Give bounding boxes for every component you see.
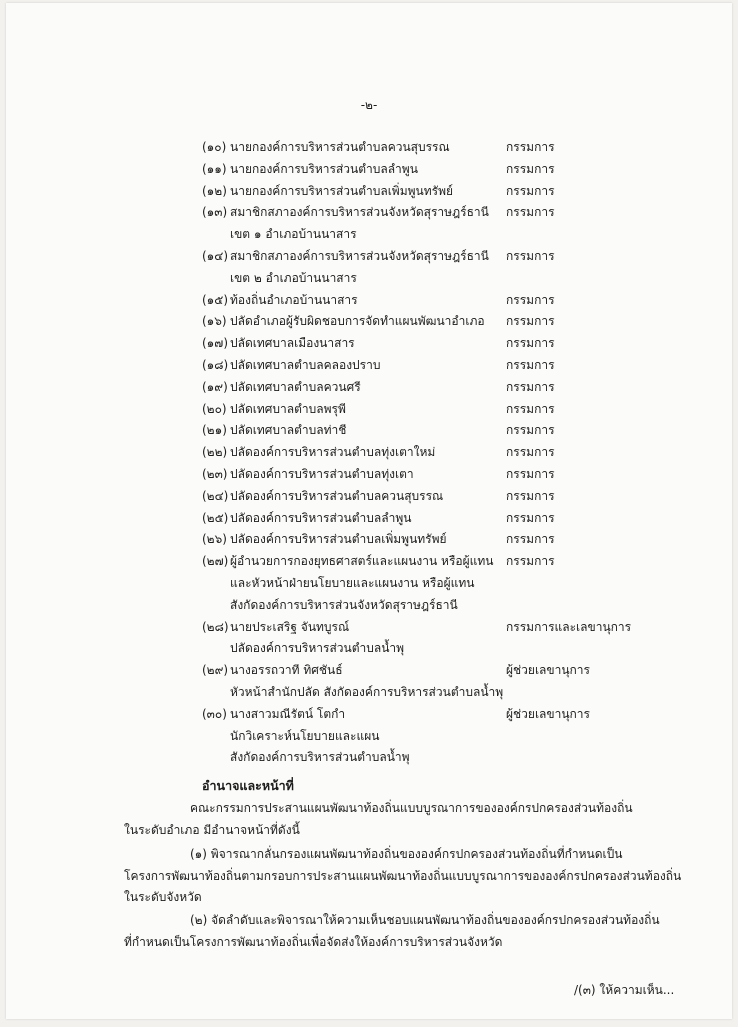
member-number: (๒๒) (202, 445, 228, 460)
member-title: ปลัดเทศบาลตำบลท่าชี (230, 423, 347, 438)
member-title-continuation: ปลัดองค์การบริหารส่วนตำบลน้ำพุ (230, 641, 405, 656)
committee-member (6, 311, 732, 333)
paragraph-line: (๑) พิจารณากลั่นกรองแผนพัฒนาท้องถิ่นขององค์กรปกครองส่วนท้องถิ่นที่กำหนดเป็น (190, 847, 623, 861)
member-role: กรรมการ (506, 423, 555, 438)
member-role: กรรมการ (506, 161, 555, 176)
member-number: (๑๔) (202, 248, 229, 263)
member-number: (๒๕) (202, 510, 229, 525)
member-title: นายประเสริฐ จันทบูรณ์ (230, 619, 350, 634)
member-title: ปลัดเทศบาลเมืองนาสาร (230, 336, 355, 351)
committee-member (6, 529, 732, 551)
member-number: (๓๐) (202, 706, 227, 721)
committee-member (6, 159, 732, 181)
member-role: กรรมการ (506, 466, 555, 481)
member-number: (๑๘) (202, 357, 229, 372)
member-number: (๒๙) (202, 663, 229, 678)
member-line (6, 529, 732, 551)
committee-member (6, 617, 732, 661)
committee-member (6, 377, 732, 399)
member-number: (๑๖) (202, 314, 227, 329)
member-line (6, 726, 732, 748)
member-line (6, 311, 732, 333)
paragraph-line: ในระดับจังหวัด (124, 890, 202, 904)
member-line (6, 595, 732, 617)
member-number: (๑๙) (202, 379, 228, 394)
member-number: (๒๑) (202, 423, 227, 438)
member-role: กรรมการ (506, 401, 555, 416)
member-title: นางอรรถวาที ทิศชันธ์ (230, 663, 343, 678)
duties-intro-paragraph (124, 798, 689, 841)
member-role: ผู้ช่วยเลขานุการ (506, 663, 590, 678)
member-line (6, 268, 732, 290)
member-number: (๒๗) (202, 554, 229, 569)
duty-item-1 (124, 844, 689, 909)
member-line (6, 377, 732, 399)
member-title: ปลัดเทศบาลตำบลคลองปราบ (230, 357, 381, 372)
member-line (6, 638, 732, 660)
member-number: (๒๐) (202, 401, 227, 416)
member-number: (๑๑) (202, 161, 227, 176)
member-title: ปลัดเทศบาลตำบลควนศรี (230, 379, 361, 394)
committee-member (6, 464, 732, 486)
member-line (6, 682, 732, 704)
member-line (6, 573, 732, 595)
member-number: (๒๘) (202, 619, 229, 634)
committee-member (6, 486, 732, 508)
committee-member (6, 355, 732, 377)
paragraph-line: โครงการพัฒนาท้องถิ่นตามกรอบการประสานแผนพัฒนาท้องถิ่นแบบบูรณาการขององค์กรปกครองส่วนท้องถิ่น (124, 868, 682, 883)
member-title-continuation: เขต ๒ อำเภอบ้านนาสาร (230, 270, 357, 285)
member-line (6, 159, 732, 181)
member-role: กรรมการ (506, 357, 555, 372)
continuation-reference: /(๓) ให้ความเห็น... (574, 983, 675, 997)
committee-member (6, 290, 732, 312)
page-number: -๒- (360, 98, 378, 112)
member-title: ผู้อำนวยการกองยุทธศาสตร์และแผนงาน หรือผู้แทน (230, 554, 494, 569)
member-role: กรรมการ (506, 140, 555, 154)
member-title: ปลัดอำเภอผู้รับผิดชอบการจัดทำแผนพัฒนาอำเภอ (230, 314, 485, 329)
member-number: (๑๒) (202, 183, 227, 198)
member-title-continuation: สังกัดองค์การบริหารส่วนตำบลน้ำพุ (230, 750, 410, 765)
committee-member (6, 508, 732, 530)
committee-member (6, 137, 732, 159)
member-title: ปลัดองค์การบริหารส่วนตำบลเพิ่มพูนทรัพย์ (230, 532, 447, 547)
member-line (6, 246, 732, 268)
committee-member (6, 704, 732, 769)
member-title-continuation: นักวิเคราะห์นโยบายและแผน (230, 728, 380, 743)
member-number: (๒๔) (202, 488, 229, 503)
member-title-continuation: หัวหน้าสำนักปลัด สังกัดองค์การบริหารส่วนตำบลน้ำพุ (230, 684, 504, 699)
committee-member (6, 181, 732, 203)
member-role: กรรมการ (506, 292, 555, 307)
member-number: (๒๖) (202, 532, 227, 547)
member-title: นางสาวมณีรัตน์ โตกำ (230, 706, 346, 721)
committee-member (6, 399, 732, 421)
member-title: ปลัดเทศบาลตำบลพรุพี (230, 401, 346, 416)
member-number: (๒๓) (202, 466, 228, 481)
member-line (6, 442, 732, 464)
paragraph-line: ที่กำหนดเป็นโครงการพัฒนาท้องถิ่นเพื่อจัดส่งให้องค์การบริหารส่วนจังหวัด (124, 934, 503, 949)
member-role: กรรมการ (506, 488, 555, 503)
member-title: ปลัดองค์การบริหารส่วนตำบลควนสุบรรณ (230, 488, 444, 503)
member-line (6, 617, 732, 639)
member-role: กรรมการ (506, 314, 555, 329)
member-line (6, 508, 732, 530)
member-title-continuation: สังกัดองค์การบริหารส่วนจังหวัดสุราษฎร์ธานี (230, 597, 458, 612)
member-title: ปลัดองค์การบริหารส่วนตำบลลำพูน (230, 510, 412, 525)
member-role: กรรมการ (506, 205, 555, 220)
member-line (6, 333, 732, 355)
document-page (6, 3, 732, 1019)
member-line (6, 202, 732, 224)
member-role: กรรมการ (506, 336, 555, 351)
member-line (6, 551, 732, 573)
member-line (6, 137, 732, 159)
member-line (6, 399, 732, 421)
member-title: ท้องถิ่นอำเภอบ้านนาสาร (230, 292, 358, 307)
member-line (6, 355, 732, 377)
member-number: (๑๗) (202, 336, 229, 351)
member-title-continuation: เขต ๑ อำเภอบ้านนาสาร (230, 227, 357, 242)
member-number: (๑๕) (202, 292, 229, 307)
member-title: สมาชิกสภาองค์การบริหารส่วนจังหวัดสุราษฎร์ธานี (230, 205, 489, 220)
member-role: กรรมการ (506, 379, 555, 394)
member-line (6, 486, 732, 508)
member-title: ปลัดองค์การบริหารส่วนตำบลทุ่งเตา (230, 466, 414, 481)
member-number: (๑๓) (202, 205, 228, 220)
member-role: กรรมการ (506, 510, 555, 525)
paragraph-line: ในระดับอำเภอ มีอำนาจหน้าที่ดังนี้ (124, 822, 300, 837)
committee-member (6, 660, 732, 704)
member-line (6, 290, 732, 312)
member-role: กรรมการ (506, 248, 555, 263)
member-line (6, 181, 732, 203)
duties-heading: อำนาจและหน้าที่ (202, 778, 294, 793)
committee-member (6, 202, 732, 246)
member-line (6, 464, 732, 486)
member-line (6, 660, 732, 682)
member-title: นายกองค์การบริหารส่วนตำบลควนสุบรรณ (230, 140, 450, 154)
duty-item-2 (124, 910, 689, 953)
committee-member (6, 420, 732, 442)
committee-member (6, 551, 732, 616)
member-title: นายกองค์การบริหารส่วนตำบลเพิ่มพูนทรัพย์ (230, 183, 454, 198)
member-title: นายกองค์การบริหารส่วนตำบลลำพูน (230, 161, 418, 176)
committee-member (6, 333, 732, 355)
member-line (6, 747, 732, 769)
member-role: กรรมการ (506, 554, 555, 569)
member-title: ปลัดองค์การบริหารส่วนตำบลทุ่งเตาใหม่ (230, 445, 436, 460)
paragraph-line: (๒) จัดลำดับและพิจารณาให้ความเห็นชอบแผนพัฒนาท้องถิ่นขององค์กรปกครองส่วนท้องถิ่น (190, 913, 660, 927)
member-role: ผู้ช่วยเลขานุการ (506, 706, 590, 721)
committee-member-list (6, 137, 732, 769)
committee-member (6, 246, 732, 290)
committee-member (6, 442, 732, 464)
member-role: กรรมการ (506, 532, 555, 547)
member-role: กรรมการ (506, 183, 555, 198)
member-role: กรรมการ (506, 445, 555, 460)
member-line (6, 704, 732, 726)
member-title: สมาชิกสภาองค์การบริหารส่วนจังหวัดสุราษฎร์ธานี (230, 248, 489, 263)
member-number: (๑๐) (202, 140, 227, 154)
member-line (6, 420, 732, 442)
paragraph-line: คณะกรรมการประสานแผนพัฒนาท้องถิ่นแบบบูรณาการขององค์กรปกครองส่วนท้องถิ่น (190, 801, 633, 815)
member-line (6, 224, 732, 246)
member-role: กรรมการและเลขานุการ (506, 619, 632, 634)
member-title-continuation: และหัวหน้าฝ่ายนโยบายและแผนงาน หรือผู้แทน (230, 575, 475, 590)
